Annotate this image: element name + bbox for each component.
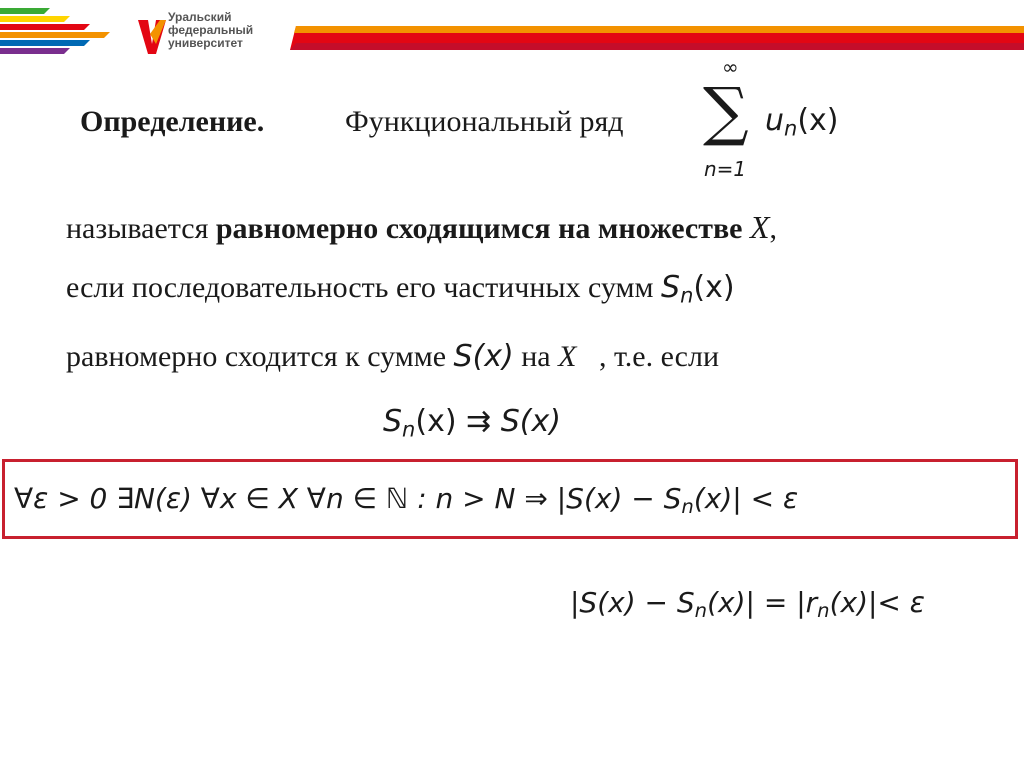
- stripe-orange: [0, 32, 110, 38]
- line2: [66, 209, 777, 246]
- convergence-lhs: S: [383, 404, 403, 439]
- remainder-formula: [570, 586, 925, 622]
- header-banner: [0, 0, 1024, 66]
- logo-line2: федеральный: [168, 23, 254, 37]
- epsilon-condition: [14, 482, 798, 518]
- remainder-sub2: n: [817, 598, 830, 622]
- condition-sub: n: [681, 494, 694, 518]
- line3-sub: n: [680, 283, 694, 308]
- line3-text: если последовательность его частичных сумм: [66, 271, 654, 304]
- line2-suffix: ,: [769, 212, 778, 245]
- sum-term-arg: (x): [797, 103, 839, 138]
- logo-line1: Уральский: [168, 10, 232, 24]
- sum-upper-limit: ∞: [722, 55, 739, 79]
- line2-var: X: [749, 209, 770, 245]
- remainder-part3: (x)|< ε: [829, 586, 925, 619]
- remainder-sub1: n: [694, 598, 708, 622]
- uniform-arrow: ⇉: [456, 404, 501, 439]
- stripe-red-left: [0, 24, 90, 30]
- condition-text: ∀ε > 0 ∃N(ε) ∀x ∈ X ∀n ∈ ℕ : n > N ⇒ |S(x) − S: [14, 482, 682, 515]
- line4-suffix: , т.е. если: [598, 340, 720, 373]
- stripe-blue: [0, 40, 90, 46]
- remainder-part1: |S(x) − S: [570, 586, 695, 619]
- uniform-convergence-formula: [383, 404, 561, 441]
- line3-arg: (x): [693, 270, 735, 305]
- stripe-purple: [0, 48, 70, 54]
- sum-term-u: u: [765, 103, 785, 138]
- sum-term-sub: n: [784, 116, 798, 141]
- stripe-green: [0, 8, 50, 14]
- sum-sign: ∑: [703, 75, 749, 149]
- line4-var: X: [558, 340, 577, 373]
- line3-partial-sum: [661, 270, 735, 308]
- line4-sum: S(x): [453, 339, 514, 374]
- definition-intro: Функциональный ряд: [345, 105, 624, 138]
- line4-text: равномерно сходится к сумме: [66, 340, 447, 373]
- line3-sym: S: [661, 270, 681, 305]
- logo-line3: университет: [168, 36, 243, 50]
- convergence-lhs-sub: n: [402, 417, 416, 442]
- stripe-yellow: [0, 16, 70, 22]
- line2-prefix: называется: [66, 212, 216, 245]
- definition-label: Определение.: [80, 105, 265, 138]
- convergence-rhs: S(x): [500, 404, 561, 439]
- line2-bold: равномерно сходящимся на множестве: [215, 212, 743, 245]
- sum-term: [765, 103, 839, 140]
- university-logo-text: [168, 11, 253, 50]
- condition-tail: (x)| < ε: [693, 482, 799, 515]
- sum-lower-limit: n=1: [704, 157, 747, 181]
- line4-mid: на: [521, 340, 551, 373]
- remainder-part2: (x)| = |r: [707, 586, 818, 619]
- line4: [66, 339, 719, 374]
- line3: [66, 270, 735, 307]
- convergence-lhs-arg: (x): [415, 404, 457, 439]
